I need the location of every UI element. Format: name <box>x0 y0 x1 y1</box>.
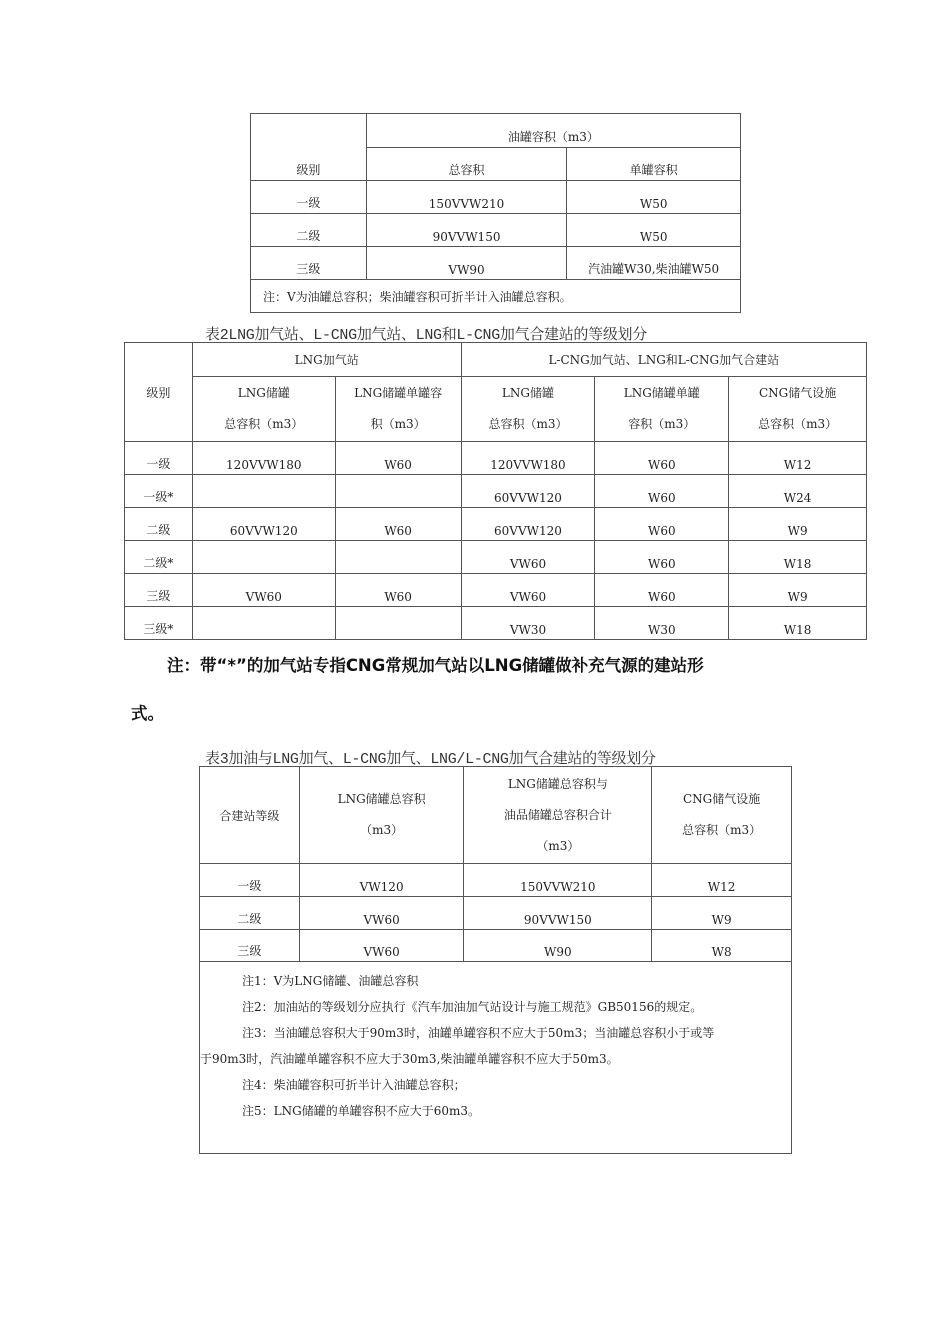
col-header-tank-volume: 油罐容积（m3） <box>366 114 740 148</box>
cell-value <box>335 541 461 574</box>
note-3-cont: 于90m3时，汽油罐单罐容积不应大于30m3,柴油罐单罐容积不应大于50m3。 <box>200 1052 619 1066</box>
cell-value: W60 <box>595 475 729 508</box>
cell-level: 二级 <box>125 508 193 541</box>
table-row <box>251 214 741 247</box>
table-row <box>251 247 741 280</box>
col-header-combined-level: 合建站等级 <box>200 767 300 864</box>
cell-value: W24 <box>729 475 867 508</box>
cell-value: VW60 <box>461 574 595 607</box>
cell-value: W90 <box>464 930 652 962</box>
cell-value: W60 <box>335 508 461 541</box>
cell-level: 二级 <box>251 214 367 247</box>
cell-value <box>335 607 461 640</box>
table-row <box>125 541 867 574</box>
cell-value: W60 <box>335 574 461 607</box>
cell-value: W60 <box>595 508 729 541</box>
cell-value: W18 <box>729 607 867 640</box>
col-header-level: 级别 <box>125 343 193 442</box>
cell-single: 汽油罐W30,柴油罐W50 <box>567 247 741 280</box>
col-header-single-volume: 单罐容积 <box>567 148 741 181</box>
col-header-lng-single: LNG储罐单罐容 积（m3） <box>335 377 461 442</box>
cell-value <box>335 475 461 508</box>
cell-value: 60VVW120 <box>461 475 595 508</box>
star-note-line1: 注：带“*”的加气站专指CNG常规加气站以LNG储罐做补充气源的建站形 <box>167 656 704 675</box>
cell-value: W12 <box>729 442 867 475</box>
cell-level: 三级 <box>251 247 367 280</box>
col-header-lng-total: LNG储罐总容积 （m3） <box>299 767 464 864</box>
cell-value: 60VVW120 <box>192 508 335 541</box>
cell-value: 120VVW180 <box>461 442 595 475</box>
cell-value: VW60 <box>299 897 464 930</box>
table-row <box>125 442 867 475</box>
table3-caption: 表3加油与LNG加气、L-CNG加气、LNG/L-CNG加气合建站的等级划分 <box>205 751 656 768</box>
star-note-line2: 式。 <box>131 704 164 723</box>
cell-value: W60 <box>595 541 729 574</box>
cell-level: 三级* <box>125 607 193 640</box>
cell-value: W60 <box>595 574 729 607</box>
cell-value: 90VVW150 <box>464 897 652 930</box>
table-lng-station-grades <box>124 342 867 640</box>
table-row <box>200 897 792 930</box>
table2-caption: 表2LNG加气站、L-CNG加气站、LNG和L-CNG加气合建站的等级划分 <box>205 327 647 344</box>
cell-value: W9 <box>729 574 867 607</box>
table-row <box>251 181 741 214</box>
table-row <box>200 864 792 897</box>
cell-level: 一级* <box>125 475 193 508</box>
cell-value: W30 <box>595 607 729 640</box>
table-row <box>125 574 867 607</box>
cell-level: 三级 <box>200 930 300 962</box>
col-header-lcng-lng-single: LNG储罐单罐 容积（m3） <box>595 377 729 442</box>
note-5: 注5：LNG储罐的单罐容积不应大于60m3。 <box>242 1104 480 1118</box>
cell-value: 60VVW120 <box>461 508 595 541</box>
cell-total: 90VVW150 <box>366 214 567 247</box>
cell-value: W9 <box>729 508 867 541</box>
table1-note: 注：V为油罐总容积；柴油罐容积可折半计入油罐总容积。 <box>251 280 741 313</box>
cell-level: 二级 <box>200 897 300 930</box>
col-header-total-volume: 总容积 <box>366 148 567 181</box>
cell-value: W8 <box>652 930 792 962</box>
cell-value: W12 <box>652 864 792 897</box>
cell-value: W60 <box>335 442 461 475</box>
cell-value: 150VVW210 <box>464 864 652 897</box>
cell-level: 一级 <box>251 181 367 214</box>
col-header-lcng-lng-total: LNG储罐 总容积（m3） <box>461 377 595 442</box>
note-2: 注2：加油站的等级划分应执行《汽车加油加气站设计与施工规范》GB50156的规定。 <box>242 1000 703 1014</box>
table3-notes <box>200 962 792 1154</box>
cell-value: W60 <box>595 442 729 475</box>
col-header-lng-total: LNG储罐 总容积（m3） <box>192 377 335 442</box>
cell-value: VW120 <box>299 864 464 897</box>
table-row <box>200 930 792 962</box>
cell-value: VW60 <box>192 574 335 607</box>
note-4: 注4：柴油罐容积可折半计入油罐总容积； <box>242 1078 466 1092</box>
cell-value <box>192 475 335 508</box>
note-3: 注3：当油罐总容积大于90m3时，油罐单罐容积不应大于50m3；当油罐总容积小于或等 <box>242 1026 715 1040</box>
table-oil-station-grades <box>250 113 741 313</box>
cell-level: 二级* <box>125 541 193 574</box>
cell-value: 120VVW180 <box>192 442 335 475</box>
table-row <box>125 475 867 508</box>
table-row <box>125 508 867 541</box>
cell-level: 三级 <box>125 574 193 607</box>
cell-total: VW90 <box>366 247 567 280</box>
cell-single: W50 <box>567 181 741 214</box>
cell-value: VW60 <box>461 541 595 574</box>
col-header-lng-oil-sum: LNG储罐总容积与 油品储罐总容积合计 （m3） <box>464 767 652 864</box>
col-header-lcng-station: L-CNG加气站、LNG和L-CNG加气合建站 <box>461 343 866 377</box>
cell-value: VW60 <box>299 930 464 962</box>
table-row <box>125 607 867 640</box>
cell-value: W18 <box>729 541 867 574</box>
cell-level: 一级 <box>125 442 193 475</box>
col-header-lng-station: LNG加气站 <box>192 343 461 377</box>
cell-level: 一级 <box>200 864 300 897</box>
col-header-level: 级别 <box>251 114 367 181</box>
cell-value <box>192 607 335 640</box>
cell-value <box>192 541 335 574</box>
col-header-cng-storage: CNG储气设施 总容积（m3） <box>652 767 792 864</box>
cell-value: VW30 <box>461 607 595 640</box>
col-header-cng-storage: CNG储气设施 总容积（m3） <box>729 377 867 442</box>
cell-total: 150VVW210 <box>366 181 567 214</box>
note-1: 注1：V为LNG储罐、油罐总容积 <box>242 974 419 988</box>
cell-value: W9 <box>652 897 792 930</box>
table-combined-station-grades <box>199 766 792 1154</box>
cell-single: W50 <box>567 214 741 247</box>
